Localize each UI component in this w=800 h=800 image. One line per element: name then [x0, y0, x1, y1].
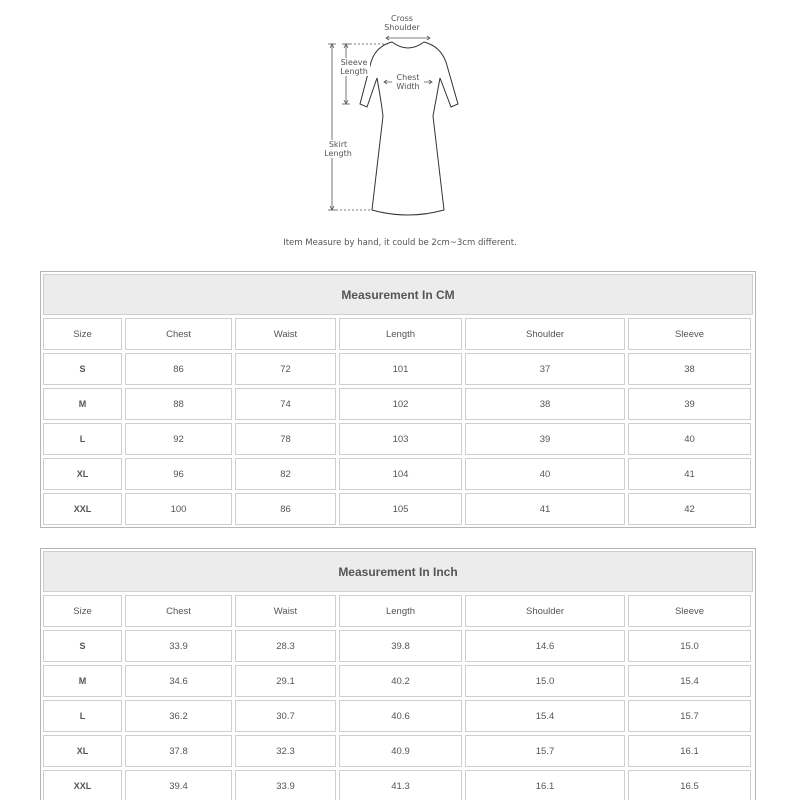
length-cell: 102 — [339, 388, 462, 420]
waist-cell: 74 — [235, 388, 336, 420]
table-title: Measurement In CM — [43, 274, 753, 315]
shoulder-cell: 40 — [465, 458, 625, 490]
waist-cell: 29.1 — [235, 665, 336, 697]
header-waist: Waist — [235, 318, 336, 350]
table-row — [43, 630, 753, 662]
sleeve-length-label: Sleeve Length — [338, 58, 370, 76]
dress-outline-illustration — [0, 0, 800, 260]
shoulder-cell: 15.4 — [465, 700, 625, 732]
chest-cell: 39.4 — [125, 770, 232, 800]
sleeve-cell: 16.5 — [628, 770, 751, 800]
table-header-row — [43, 318, 753, 350]
chest-cell: 96 — [125, 458, 232, 490]
length-cell: 40.9 — [339, 735, 462, 767]
size-cell: M — [43, 388, 122, 420]
table-row — [43, 700, 753, 732]
table-title: Measurement In Inch — [43, 551, 753, 592]
sleeve-cell: 41 — [628, 458, 751, 490]
sleeve-cell: 15.0 — [628, 630, 751, 662]
waist-cell: 78 — [235, 423, 336, 455]
header-sleeve: Sleeve — [628, 318, 751, 350]
length-cell: 40.2 — [339, 665, 462, 697]
shoulder-cell: 16.1 — [465, 770, 625, 800]
chest-width-label: Chest Width — [392, 73, 424, 91]
sleeve-cell: 15.7 — [628, 700, 751, 732]
sleeve-cell: 38 — [628, 353, 751, 385]
size-cell: S — [43, 353, 122, 385]
table-row — [43, 458, 753, 490]
cross-shoulder-label: Cross Shoulder — [384, 14, 420, 32]
length-cell: 39.8 — [339, 630, 462, 662]
table-row — [43, 770, 753, 800]
table-row — [43, 665, 753, 697]
table-row — [43, 423, 753, 455]
chest-cell: 33.9 — [125, 630, 232, 662]
header-size: Size — [43, 595, 122, 627]
size-cell: XL — [43, 458, 122, 490]
sleeve-cell: 42 — [628, 493, 751, 525]
shoulder-cell: 39 — [465, 423, 625, 455]
chest-cell: 36.2 — [125, 700, 232, 732]
size-cell: XXL — [43, 493, 122, 525]
waist-cell: 82 — [235, 458, 336, 490]
waist-cell: 28.3 — [235, 630, 336, 662]
size-table-inch — [40, 548, 756, 800]
measurement-note: Item Measure by hand, it could be 2cm~3cm different. — [283, 238, 517, 248]
size-cell: S — [43, 630, 122, 662]
length-cell: 101 — [339, 353, 462, 385]
waist-cell: 72 — [235, 353, 336, 385]
table-row — [43, 353, 753, 385]
size-cell: L — [43, 700, 122, 732]
chest-cell: 86 — [125, 353, 232, 385]
header-shoulder: Shoulder — [465, 595, 625, 627]
shoulder-cell: 37 — [465, 353, 625, 385]
shoulder-cell: 15.7 — [465, 735, 625, 767]
sleeve-cell: 40 — [628, 423, 751, 455]
skirt-length-label: Skirt Length — [320, 140, 356, 158]
waist-cell: 33.9 — [235, 770, 336, 800]
shoulder-cell: 38 — [465, 388, 625, 420]
chest-cell: 37.8 — [125, 735, 232, 767]
size-cell: L — [43, 423, 122, 455]
size-cell: XXL — [43, 770, 122, 800]
shoulder-cell: 41 — [465, 493, 625, 525]
sleeve-cell: 39 — [628, 388, 751, 420]
length-cell: 41.3 — [339, 770, 462, 800]
length-cell: 103 — [339, 423, 462, 455]
chest-cell: 92 — [125, 423, 232, 455]
header-shoulder: Shoulder — [465, 318, 625, 350]
chest-cell: 88 — [125, 388, 232, 420]
waist-cell: 86 — [235, 493, 336, 525]
size-cell: M — [43, 665, 122, 697]
length-cell: 104 — [339, 458, 462, 490]
shoulder-cell: 14.6 — [465, 630, 625, 662]
size-cell: XL — [43, 735, 122, 767]
sleeve-cell: 16.1 — [628, 735, 751, 767]
waist-cell: 32.3 — [235, 735, 336, 767]
table-row — [43, 493, 753, 525]
table-row — [43, 388, 753, 420]
header-length: Length — [339, 595, 462, 627]
chest-cell: 100 — [125, 493, 232, 525]
header-length: Length — [339, 318, 462, 350]
header-waist: Waist — [235, 595, 336, 627]
chest-cell: 34.6 — [125, 665, 232, 697]
measurement-diagram — [0, 0, 800, 260]
size-table-cm — [40, 271, 756, 528]
header-chest: Chest — [125, 595, 232, 627]
header-chest: Chest — [125, 318, 232, 350]
header-sleeve: Sleeve — [628, 595, 751, 627]
sleeve-cell: 15.4 — [628, 665, 751, 697]
header-size: Size — [43, 318, 122, 350]
length-cell: 40.6 — [339, 700, 462, 732]
length-cell: 105 — [339, 493, 462, 525]
table-header-row — [43, 595, 753, 627]
waist-cell: 30.7 — [235, 700, 336, 732]
shoulder-cell: 15.0 — [465, 665, 625, 697]
table-row — [43, 735, 753, 767]
